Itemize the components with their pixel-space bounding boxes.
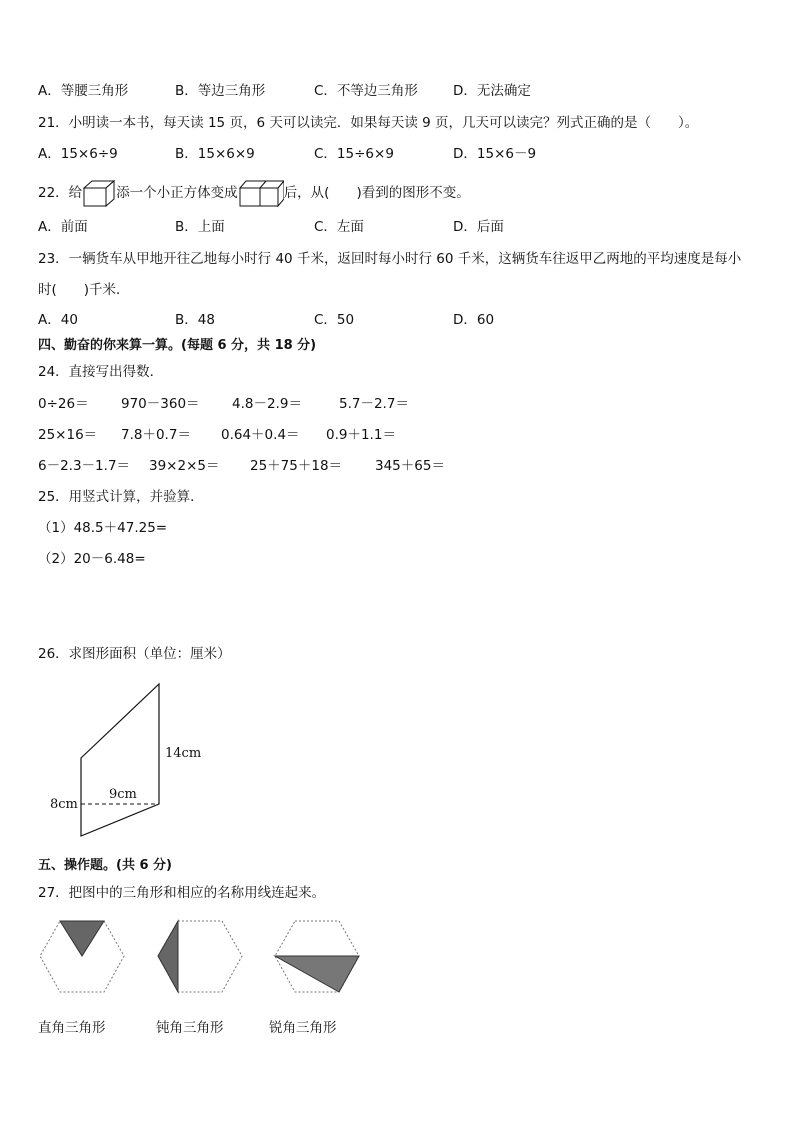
double-cube-icon	[238, 178, 284, 208]
q25-stem: 25．用竖式计算，并验算．	[38, 489, 204, 505]
single-cube-icon	[82, 178, 116, 208]
q20-option-a: A．等腰三角形	[38, 83, 129, 99]
q24-r3c2: 39×2×5＝	[149, 458, 220, 474]
label-9cm: 9cm	[109, 787, 137, 802]
q23-option-a: A．40	[38, 312, 78, 328]
q24-r3c4: 345＋65＝	[375, 458, 445, 474]
q23-option-c: C．50	[314, 312, 355, 328]
q21-option-d: D．15×6－9	[453, 146, 537, 162]
q22-stem-part3: 后，从( )看到的图形不变。	[283, 185, 470, 201]
q24-r2c4: 0.9＋1.1＝	[326, 427, 396, 443]
q22-option-a: A．前面	[38, 219, 88, 235]
q27-name-obtuse: 钝角三角形	[156, 1020, 224, 1036]
q24-r2c1: 25×16＝	[38, 427, 98, 443]
label-14cm: 14cm	[165, 746, 202, 761]
q27-stem: 27．把图中的三角形和相应的名称用线连起来。	[38, 885, 326, 901]
trapezoid-shape	[81, 684, 159, 836]
q22-stem-part2: 添一个小正方体变成	[116, 185, 238, 201]
q22-option-c: C．左面	[314, 219, 364, 235]
q24-r1c1: 0÷26＝	[38, 396, 89, 412]
q21-option-c: C．15÷6×9	[314, 146, 394, 162]
q23-option-b: B．48	[175, 312, 215, 328]
q21-option-a: A．15×6÷9	[38, 146, 118, 162]
label-8cm: 8cm	[50, 797, 78, 812]
q22-option-b: B．上面	[175, 219, 225, 235]
hexagon-right-triangle	[38, 918, 128, 998]
q22-option-d: D．后面	[453, 219, 504, 235]
q23-stem-line1: 23．一辆货车从甲地开往乙地每小时行 40 千米，返回时每小时行 60 千米，这辆货车往返甲乙两地的平均速度是每小	[38, 251, 742, 267]
q27-name-acute: 锐角三角形	[269, 1020, 337, 1036]
hexagon-obtuse-triangle	[156, 918, 246, 998]
q25-item-1: （1）48.5＋47.25=	[38, 520, 168, 536]
trapezoid-figure	[45, 680, 215, 840]
q23-stem-line2: 时( )千米．	[38, 282, 130, 298]
q20-option-d: D．无法确定	[453, 83, 531, 99]
q22-stem-part1: 22．给	[38, 185, 83, 201]
q24-r2c3: 0.64＋0.4＝	[221, 427, 300, 443]
q27-name-right: 直角三角形	[38, 1020, 106, 1036]
q21-stem: 21．小明读一本书，每天读 15 页，6 天可以读完．如果每天读 9 页，几天可以读完？列式正确的是（ ）。	[38, 115, 699, 131]
q25-item-2: （2）20－6.48=	[38, 551, 146, 567]
q23-option-d: D．60	[453, 312, 495, 328]
q24-r3c3: 25＋75＋18＝	[250, 458, 343, 474]
q26-stem: 26．求图形面积（单位：厘米）	[38, 646, 231, 662]
q24-r3c1: 6－2.3－1.7＝	[38, 458, 131, 474]
q20-option-b: B．等边三角形	[175, 83, 266, 99]
q24-r1c3: 4.8－2.9＝	[232, 396, 302, 412]
q24-stem: 24．直接写出得数．	[38, 364, 164, 380]
q20-option-c: C．不等边三角形	[314, 83, 418, 99]
section4-title: 四、勤奋的你来算一算。(每题 6 分，共 18 分)	[38, 338, 317, 353]
hexagon-acute-triangle	[273, 918, 363, 998]
section5-title: 五、操作题。(共 6 分)	[38, 858, 172, 873]
q21-option-b: B．15×6×9	[175, 146, 255, 162]
q24-r2c2: 7.8＋0.7＝	[121, 427, 191, 443]
q22-stem	[38, 178, 470, 208]
q24-r1c2: 970－360＝	[121, 396, 200, 412]
q24-r1c4: 5.7－2.7＝	[339, 396, 409, 412]
